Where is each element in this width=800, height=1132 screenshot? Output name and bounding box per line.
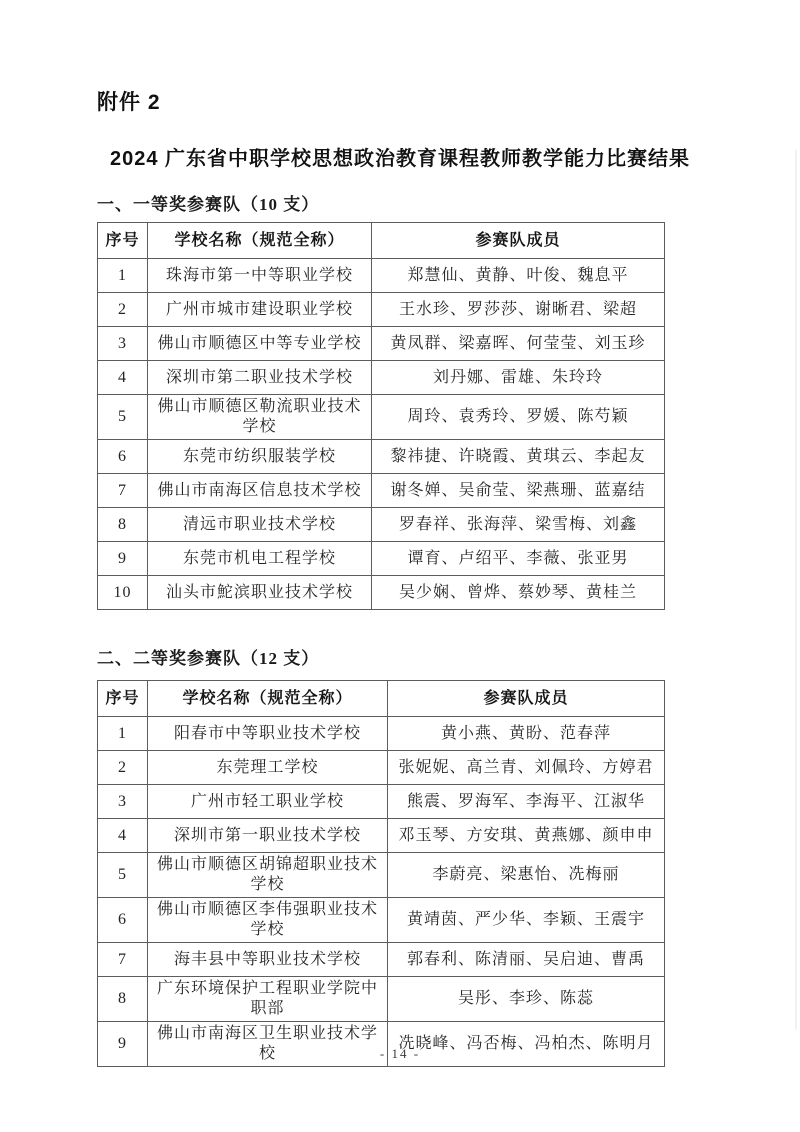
- table-row: [98, 474, 665, 508]
- school-name-cell: 深圳市第二职业技术学校: [148, 361, 372, 395]
- members-cell: 周玲、袁秀玲、罗媛、陈芍颖: [372, 395, 665, 440]
- row-number-cell: 9: [98, 542, 148, 576]
- table-header-row: [98, 223, 665, 259]
- school-name-cell: 佛山市顺德区胡锦超职业技术学校: [148, 853, 388, 898]
- members-cell: 黄小燕、黄盼、范春萍: [388, 717, 665, 751]
- table-header-row: [98, 681, 665, 717]
- table-row: [98, 361, 665, 395]
- members-cell: 吴彤、李珍、陈蕊: [388, 977, 665, 1022]
- school-name-cell: 汕头市鮀滨职业技术学校: [148, 576, 372, 610]
- members-cell: 郭春利、陈清丽、吴启迪、曹禹: [388, 943, 665, 977]
- table-row: [98, 576, 665, 610]
- row-number-cell: 3: [98, 785, 148, 819]
- row-number-cell: 6: [98, 898, 148, 943]
- members-cell: 吴少娴、曾烨、蔡妙琴、黄桂兰: [372, 576, 665, 610]
- table-row: [98, 898, 665, 943]
- table-row: [98, 785, 665, 819]
- school-name-cell: 广州市轻工职业学校: [148, 785, 388, 819]
- school-name-cell: 广东环境保护工程职业学院中职部: [148, 977, 388, 1022]
- school-name-cell: 珠海市第一中等职业学校: [148, 259, 372, 293]
- school-name-cell: 海丰县中等职业技术学校: [148, 943, 388, 977]
- header-cell-members: 参赛队成员: [388, 681, 665, 717]
- members-cell: 谢冬婵、吴俞莹、梁燕珊、蓝嘉结: [372, 474, 665, 508]
- school-name-cell: 清远市职业技术学校: [148, 508, 372, 542]
- table-row: [98, 943, 665, 977]
- page-number: - 14 -: [379, 1046, 421, 1061]
- row-number-cell: 4: [98, 819, 148, 853]
- row-number-cell: 1: [98, 717, 148, 751]
- section-heading-first-prize: 一、一等奖参赛队（10 支）: [97, 195, 320, 214]
- table-row: [98, 717, 665, 751]
- school-name-cell: 佛山市南海区卫生职业技术学校: [148, 1022, 388, 1067]
- row-number-cell: 10: [98, 576, 148, 610]
- table-row: [98, 542, 665, 576]
- header-cell-school: 学校名称（规范全称）: [148, 681, 388, 717]
- table-row: [98, 440, 665, 474]
- row-number-cell: 3: [98, 327, 148, 361]
- header-cell-number: 序号: [98, 681, 148, 717]
- attachment-label: 附件 2: [97, 91, 161, 114]
- section-heading-second-prize: 二、二等奖参赛队（12 支）: [97, 649, 320, 668]
- school-name-cell: 东莞市机电工程学校: [148, 542, 372, 576]
- row-number-cell: 5: [98, 853, 148, 898]
- table-row: [98, 327, 665, 361]
- table-row: [98, 508, 665, 542]
- members-cell: 刘丹娜、雷雄、朱玲玲: [372, 361, 665, 395]
- table-row: [98, 977, 665, 1022]
- table-row: [98, 751, 665, 785]
- row-number-cell: 2: [98, 751, 148, 785]
- row-number-cell: 5: [98, 395, 148, 440]
- members-cell: 黄靖茵、严少华、李颖、王震宇: [388, 898, 665, 943]
- row-number-cell: 7: [98, 474, 148, 508]
- school-name-cell: 佛山市顺德区李伟强职业技术学校: [148, 898, 388, 943]
- members-cell: 冼晓峰、冯否梅、冯柏杰、陈明月: [388, 1022, 665, 1067]
- school-name-cell: 佛山市顺德区勒流职业技术学校: [148, 395, 372, 440]
- row-number-cell: 8: [98, 977, 148, 1022]
- school-name-cell: 广州市城市建设职业学校: [148, 293, 372, 327]
- members-cell: 罗春祥、张海萍、梁雪梅、刘鑫: [372, 508, 665, 542]
- members-cell: 熊震、罗海军、李海平、江淑华: [388, 785, 665, 819]
- school-name-cell: 阳春市中等职业技术学校: [148, 717, 388, 751]
- members-cell: 李蔚亮、梁惠怡、冼梅丽: [388, 853, 665, 898]
- header-cell-school: 学校名称（规范全称）: [148, 223, 372, 259]
- header-cell-number: 序号: [98, 223, 148, 259]
- row-number-cell: 7: [98, 943, 148, 977]
- row-number-cell: 1: [98, 259, 148, 293]
- members-cell: 邓玉琴、方安琪、黄燕娜、颜申申: [388, 819, 665, 853]
- table-row: [98, 395, 665, 440]
- first-prize-table: [97, 222, 665, 610]
- school-name-cell: 东莞市纺织服装学校: [148, 440, 372, 474]
- row-number-cell: 4: [98, 361, 148, 395]
- table-row: [98, 259, 665, 293]
- scan-edge-artifact: [795, 150, 797, 1030]
- school-name-cell: 深圳市第一职业技术学校: [148, 819, 388, 853]
- row-number-cell: 8: [98, 508, 148, 542]
- row-number-cell: 2: [98, 293, 148, 327]
- second-prize-table: [97, 680, 665, 1067]
- members-cell: 王水珍、罗莎莎、谢晰君、梁超: [372, 293, 665, 327]
- members-cell: 张妮妮、高兰青、刘佩玲、方婷君: [388, 751, 665, 785]
- members-cell: 黎祎捷、许晓霞、黄琪云、李起友: [372, 440, 665, 474]
- members-cell: 谭育、卢绍平、李薇、张亚男: [372, 542, 665, 576]
- table-row: [98, 819, 665, 853]
- table-row: [98, 293, 665, 327]
- school-name-cell: 佛山市南海区信息技术学校: [148, 474, 372, 508]
- members-cell: 黄凤群、梁嘉晖、何莹莹、刘玉珍: [372, 327, 665, 361]
- table-row: [98, 853, 665, 898]
- row-number-cell: 9: [98, 1022, 148, 1067]
- header-cell-members: 参赛队成员: [372, 223, 665, 259]
- members-cell: 郑慧仙、黄静、叶俊、魏息平: [372, 259, 665, 293]
- document-title: 2024 广东省中职学校思想政治教育课程教师教学能力比赛结果: [109, 148, 691, 170]
- school-name-cell: 东莞理工学校: [148, 751, 388, 785]
- row-number-cell: 6: [98, 440, 148, 474]
- school-name-cell: 佛山市顺德区中等专业学校: [148, 327, 372, 361]
